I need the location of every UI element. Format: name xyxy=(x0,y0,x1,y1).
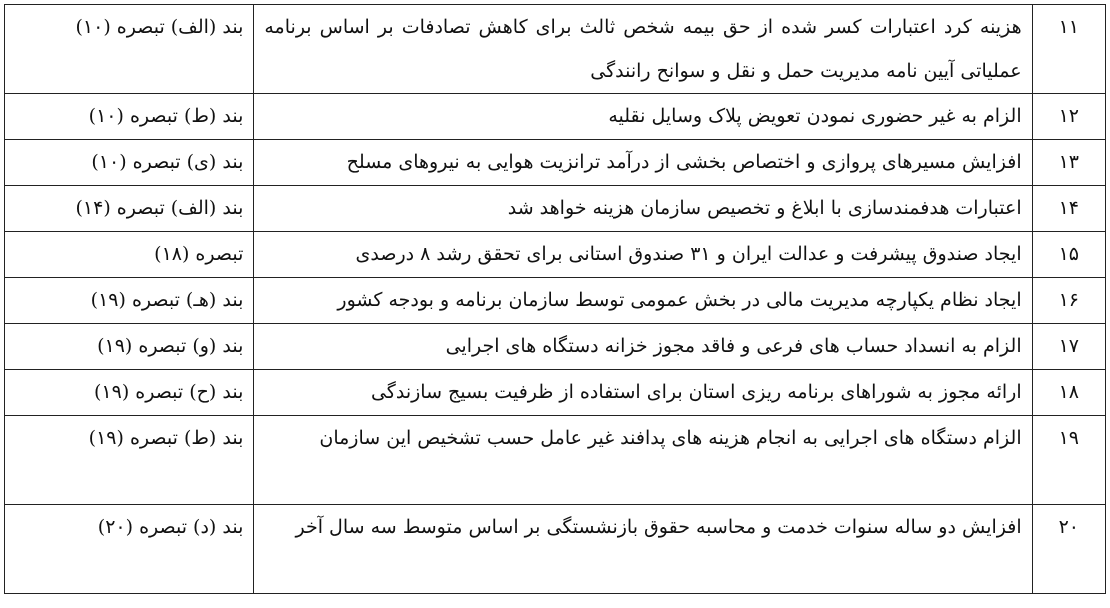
row-number: ۱۱ xyxy=(1032,5,1105,94)
row-description: اعتبارات هدفمندسازی با ابلاغ و تخصیص سازمان هزینه خواهد شد xyxy=(254,186,1032,232)
row-reference: بند (الف) تبصره (۱۰) xyxy=(5,5,254,94)
row-reference: بند (ط) تبصره (۱۹) xyxy=(5,416,254,505)
row-description: هزینه کرد اعتبارات کسر شده از حق بیمه شخص ثالث برای کاهش تصادفات بر اساس برنامه عملیاتی آیین نامه مدیریت حمل و نقل و سوانح رانندگی xyxy=(254,5,1032,94)
table-row xyxy=(5,140,1106,186)
table-row xyxy=(5,186,1106,232)
provisions-table xyxy=(4,4,1106,594)
row-number: ۲۰ xyxy=(1032,505,1105,594)
row-reference: بند (ی) تبصره (۱۰) xyxy=(5,140,254,186)
table-row xyxy=(5,324,1106,370)
table-row xyxy=(5,278,1106,324)
row-reference: بند (ط) تبصره (۱۰) xyxy=(5,94,254,140)
row-reference: بند (الف) تبصره (۱۴) xyxy=(5,186,254,232)
table-row xyxy=(5,416,1106,505)
row-description: ارائه مجوز به شوراهای برنامه ریزی استان برای استفاده از ظرفیت بسیج سازندگی xyxy=(254,370,1032,416)
table-row xyxy=(5,370,1106,416)
document-page xyxy=(4,4,1106,594)
table-row xyxy=(5,5,1106,94)
row-description: الزام دستگاه های اجرایی به انجام هزینه های پدافند غیر عامل حسب تشخیص این سازمان xyxy=(254,416,1032,505)
table-row xyxy=(5,505,1106,594)
row-description: الزام به انسداد حساب های فرعی و فاقد مجوز خزانه دستگاه های اجرایی xyxy=(254,324,1032,370)
row-reference: بند (ح) تبصره (۱۹) xyxy=(5,370,254,416)
row-number: ۱۳ xyxy=(1032,140,1105,186)
table-row xyxy=(5,94,1106,140)
row-number: ۱۷ xyxy=(1032,324,1105,370)
row-description: ایجاد صندوق پیشرفت و عدالت ایران و ۳۱ صندوق استانی برای تحقق رشد ۸ درصدی xyxy=(254,232,1032,278)
row-number: ۱۴ xyxy=(1032,186,1105,232)
row-number: ۱۸ xyxy=(1032,370,1105,416)
row-reference: بند (و) تبصره (۱۹) xyxy=(5,324,254,370)
row-reference: بند (د) تبصره (۲۰) xyxy=(5,505,254,594)
row-number: ۱۹ xyxy=(1032,416,1105,505)
row-description: ایجاد نظام یکپارچه مدیریت مالی در بخش عمومی توسط سازمان برنامه و بودجه کشور xyxy=(254,278,1032,324)
row-description: افزایش مسیرهای پروازی و اختصاص بخشی از درآمد ترانزیت هوایی به نیروهای مسلح xyxy=(254,140,1032,186)
row-number: ۱۵ xyxy=(1032,232,1105,278)
row-reference: بند (هـ) تبصره (۱۹) xyxy=(5,278,254,324)
row-number: ۱۲ xyxy=(1032,94,1105,140)
row-number: ۱۶ xyxy=(1032,278,1105,324)
row-description: افزایش دو ساله سنوات خدمت و محاسبه حقوق بازنشستگی بر اساس متوسط سه سال آخر xyxy=(254,505,1032,594)
row-reference: تبصره (۱۸) xyxy=(5,232,254,278)
table-row xyxy=(5,232,1106,278)
row-description: الزام به غیر حضوری نمودن تعویض پلاک وسایل نقلیه xyxy=(254,94,1032,140)
